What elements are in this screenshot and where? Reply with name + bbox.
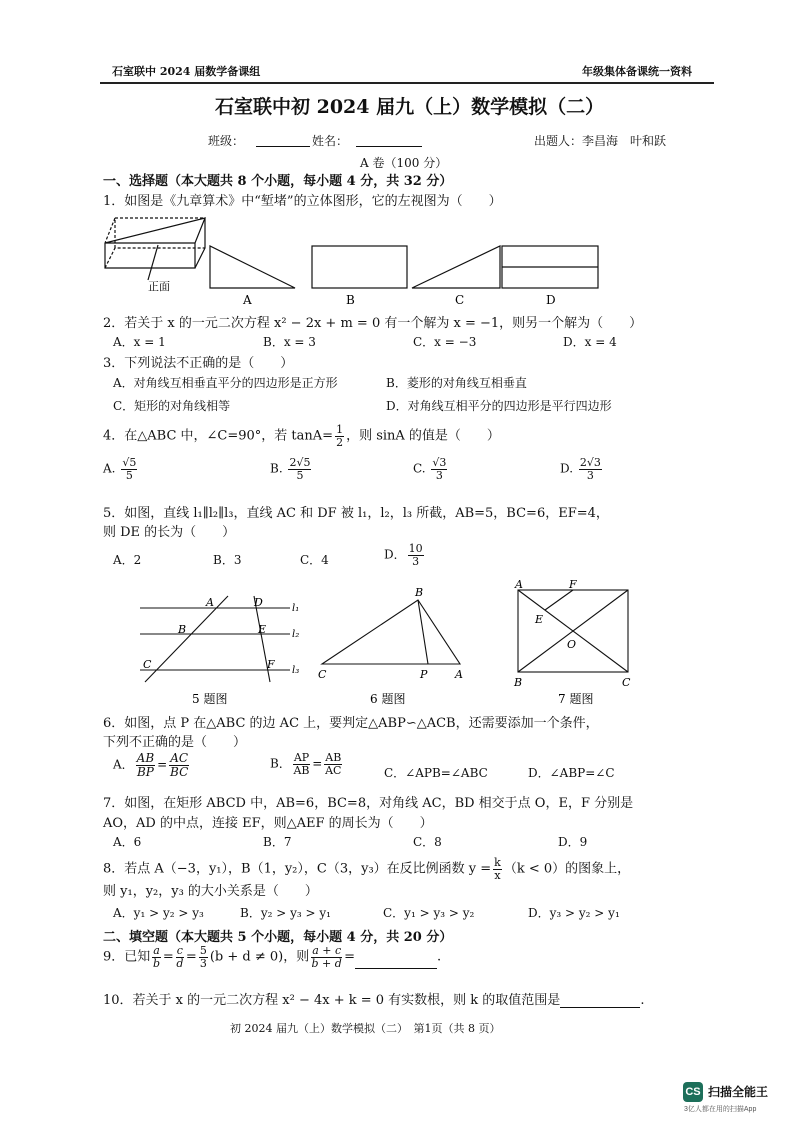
fig7-caption: 7 题图 (558, 692, 594, 706)
q3-option-d: D．对角线互相平分的四边形是平行四边形 (386, 399, 612, 413)
svg-text:E: E (535, 613, 544, 626)
q4-stem-tail: ，则 sinA 的值是（ ） (346, 428, 500, 444)
volume-label: A 卷（100 分） (360, 156, 448, 170)
header-right: 年级集体备课统一资料 (582, 65, 692, 78)
svg-text:l₁: l₁ (292, 603, 300, 614)
front-label: 正面 (148, 280, 170, 293)
name-label: 姓名： (312, 134, 349, 148)
q5-option-d: D． $\frac{10}{3}$ (384, 542, 423, 568)
svg-text:E: E (258, 623, 267, 636)
option-c-shape (412, 246, 500, 288)
q5-stem-1: 5．如图，直线 l₁∥l₂∥l₃，直线 AC 和 DF 被 l₁，l₂，l₃ 所截，AB=5，BC=6，EF=4， (103, 506, 609, 521)
q4-option-a: A. $\frac{√5}{5}$ (103, 456, 137, 482)
q8-option-a: A．y₁ > y₂ > y₃ (113, 906, 204, 920)
svg-text:P: P (420, 668, 428, 681)
q7-option-d: D．9 (558, 835, 588, 849)
q7-stem-2: AO，AD 的中点，连接 EF，则△AEF 的周长为（ ） (103, 816, 433, 831)
svg-text:F: F (267, 658, 275, 671)
option-a-shape (210, 246, 295, 288)
q3-option-a: A．对角线互相垂直平分的四边形是正方形 (113, 376, 338, 390)
fig5-caption: 5 题图 (192, 692, 228, 706)
svg-text:O: O (567, 638, 577, 651)
q8-option-b: B．y₂ > y₃ > y₁ (240, 906, 331, 920)
q4-stem-lead: 4．在△ABC 中，∠C=90°，若 tanA= (103, 428, 334, 444)
q8-option-c: C．y₁ > y₃ > y₂ (383, 906, 475, 920)
q2-option-d: D．x = 4 (563, 335, 617, 349)
svg-text:l₃: l₃ (292, 665, 300, 676)
q6-option-b: B． $\frac{AP}{AB}$ = $\frac{AB}{AC}$ (270, 751, 342, 777)
fig6-lines (322, 600, 460, 664)
q5-option-b: B．3 (213, 553, 242, 567)
q5-option-a: A．2 (113, 553, 142, 567)
page-footer: 初 2024 届九（上）数学模拟（二） 第1页（共 8 页） (230, 1022, 501, 1035)
q1-figures (100, 208, 610, 308)
page-title: 石室联中初 2024 届九（上）数学模拟（二） (215, 96, 605, 118)
q7-stem-1: 7．如图，在矩形 ABCD 中，AB=6，BC=8，对角线 AC，BD 相交于点 O，E，F 分别是 (103, 796, 634, 811)
q6-option-c: C．∠APB=∠ABC (384, 766, 488, 780)
option-b-label: B (346, 293, 355, 307)
svg-text:A: A (206, 596, 214, 609)
q4-tan-fraction: $\frac{1}{2}$ (336, 423, 344, 449)
class-label: 班级： (208, 134, 245, 148)
q3-option-b: B．菱形的对角线互相垂直 (386, 376, 527, 390)
q2-option-a: A．x = 1 (113, 335, 166, 349)
svg-text:C: C (318, 668, 327, 681)
prism-figure (105, 218, 205, 280)
q6-stem-1: 6．如图，点 P 在△ABC 的边 AC 上，要判定△ABP∽△ACB，还需要添加一个条件， (103, 716, 599, 731)
svg-text:B: B (178, 623, 187, 636)
q7-option-c: C．8 (413, 835, 442, 849)
q4-option-b: B. $\frac{2√5}{5}$ (270, 456, 311, 482)
class-blank (256, 134, 310, 147)
q1-stem: 1．如图是《九章算术》中“堑堵”的立体图形，它的左视图为（ ） (103, 194, 502, 209)
svg-text:F: F (569, 578, 577, 591)
q8-option-d: D．y₃ > y₂ > y₁ (528, 906, 620, 920)
option-c-label: C (455, 293, 465, 307)
q5-option-c: C．4 (300, 553, 329, 567)
section-choice: 一、选择题（本大题共 8 个小题，每小题 4 分，共 32 分） (103, 174, 453, 189)
q4-stem (103, 424, 500, 448)
header-left: 石室联中 2024 届数学备课组 (112, 65, 261, 78)
option-d-shape (502, 246, 598, 288)
q8-stem-2: 则 y₁，y₂，y₃ 的大小关系是（ ） (103, 884, 318, 899)
q4-option-d: D. $\frac{2√3}{3}$ (560, 456, 601, 482)
author: 出题人：李昌海 叶和跃 (534, 134, 667, 148)
svg-text:B: B (415, 586, 424, 599)
option-d-label: D (546, 293, 556, 307)
scanner-tagline: 3亿人都在用的扫描App (684, 1106, 757, 1113)
svg-text:D: D (254, 596, 263, 609)
svg-text:C: C (143, 658, 152, 671)
option-b-shape (312, 246, 407, 288)
q3-stem: 3．下列说法不正确的是（ ） (103, 356, 294, 371)
scanner-brand-name: 扫描全能王 (708, 1085, 769, 1099)
q10-stem: 10．若关于 x 的一元二次方程 x² − 4x + k = 0 有实数根，则 k 的取值范围是 . (103, 993, 645, 1008)
q10-answer-blank (560, 995, 640, 1008)
q6-option-a: A． $\frac{AB}{BP}$ = $\frac{AC}{BC}$ (113, 751, 189, 779)
q2-stem: 2．若关于 x 的一元二次方程 x² − 2x + m = 0 有一个解为 x = −1，则另一个解为（ ） (103, 316, 643, 331)
svg-text:C: C (622, 676, 631, 689)
fig7-lines (518, 590, 628, 672)
scanner-logo-icon: CS (683, 1082, 703, 1102)
q2-option-c: C．x = −3 (413, 335, 477, 349)
q9-stem: 9．已知 $\frac{a}{b}$ = $\frac{c}{d}$ = $\frac{5}{3}$ (b + d ≠ 0)，则 $\frac{a + c}{b + d}$ = . (103, 944, 442, 970)
q2-option-b: B．x = 3 (263, 335, 316, 349)
q7-option-a: A．6 (113, 835, 142, 849)
q7-option-b: B．7 (263, 835, 292, 849)
option-a-label: A (243, 293, 252, 307)
q6-stem-2: 下列不正确的是（ ） (103, 735, 247, 750)
q8-stem-1: 8．若点 A（−3，y₁），B（1，y₂），C（3，y₃）在反比例函数 y = $\frac{k}{x}$ （k < 0）的图象上， (103, 856, 631, 882)
figures-5-6-7 (130, 578, 650, 708)
svg-text:l₂: l₂ (292, 629, 300, 640)
header-rule (100, 82, 714, 84)
q4-option-c: C. $\frac{√3}{3}$ (413, 456, 447, 482)
section-fill: 二、填空题（本大题共 5 个小题，每小题 4 分，共 20 分） (103, 930, 453, 945)
q5-stem-2: 则 DE 的长为（ ） (103, 525, 236, 540)
svg-text:A: A (515, 578, 523, 591)
name-blank (356, 134, 422, 147)
q3-option-c: C．矩形的对角线相等 (113, 399, 231, 413)
fig6-caption: 6 题图 (370, 692, 406, 706)
q6-option-d: D．∠ABP=∠C (528, 766, 615, 780)
q9-answer-blank (355, 956, 437, 969)
svg-text:B: B (514, 676, 523, 689)
svg-text:A: A (455, 668, 463, 681)
